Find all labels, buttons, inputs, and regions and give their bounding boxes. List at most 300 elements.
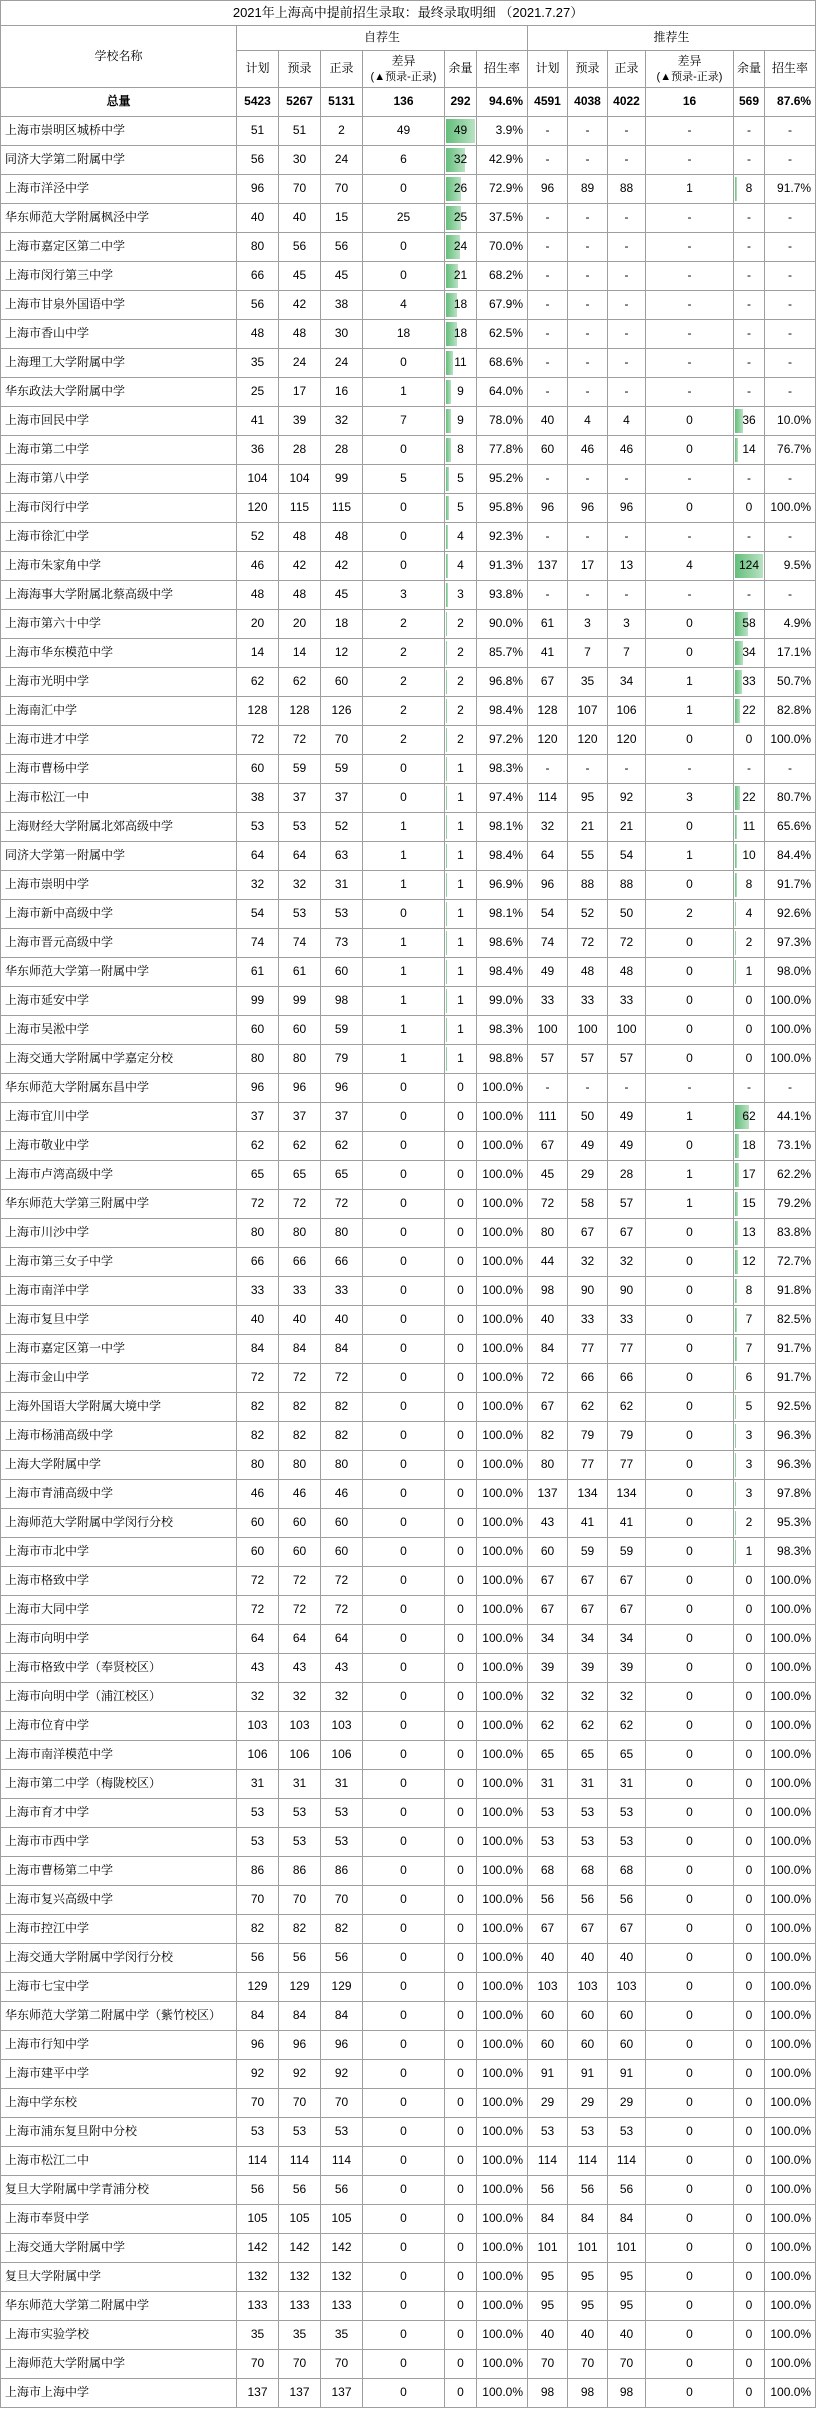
rec-rate-cell: 100.0% [765, 1596, 816, 1625]
rec-pre-cell: 32 [568, 1683, 608, 1712]
rec-remain-cell [734, 262, 765, 291]
rec-rate-cell: 100.0% [765, 1567, 816, 1596]
rec-plan-cell: 31 [528, 1770, 568, 1799]
self-pre-cell: 129 [279, 1973, 321, 2002]
self-final-cell: 16 [321, 378, 363, 407]
table-row [1, 929, 816, 958]
self-remain-value: 0 [457, 1254, 464, 1269]
self-pre-cell: 103 [279, 1712, 321, 1741]
rec-plan-cell: 32 [528, 1683, 568, 1712]
self-diff-cell: 0 [363, 1132, 445, 1161]
school-name-cell: 华东师范大学第三附属中学 [1, 1190, 237, 1219]
self-final-cell: 45 [321, 262, 363, 291]
rec-diff-cell: 1 [646, 1190, 734, 1219]
rec-final-cell: 53 [608, 1799, 646, 1828]
self-diff-cell: 0 [363, 1451, 445, 1480]
self-remain-value: 8 [457, 442, 464, 457]
self-pre-cell: 48 [279, 320, 321, 349]
rec-final-cell: 50 [608, 900, 646, 929]
rec-plan-cell: 103 [528, 1973, 568, 2002]
rec-rate-cell: 100.0% [765, 2118, 816, 2147]
self-pre-cell: 60 [279, 1016, 321, 1045]
rec-remain-cell [734, 639, 765, 668]
self-diff-cell: 0 [363, 1161, 445, 1190]
rec-remain-cell [734, 2002, 765, 2031]
rec-final-cell: 13 [608, 552, 646, 581]
rec-plan-cell: 91 [528, 2060, 568, 2089]
rec-final-cell: 57 [608, 1045, 646, 1074]
self-final-cell: 2 [321, 117, 363, 146]
self-remain-cell [445, 2118, 477, 2147]
rec-rate-cell: 62.2% [765, 1161, 816, 1190]
rec-remain-cell [734, 349, 765, 378]
self-rate-cell: 100.0% [477, 1393, 528, 1422]
self-remain-cell [445, 1277, 477, 1306]
rec-diff-cell: 3 [646, 784, 734, 813]
self-final-cell: 114 [321, 2147, 363, 2176]
rec-pre-cell: - [568, 581, 608, 610]
rec-pre-cell: - [568, 349, 608, 378]
self-final-cell: 65 [321, 1161, 363, 1190]
remain-data-bar [446, 670, 447, 694]
self-pre-cell: 82 [279, 1915, 321, 1944]
school-name-cell: 上海市曹杨第二中学 [1, 1857, 237, 1886]
rec-plan-cell: 68 [528, 1857, 568, 1886]
rec-remain-cell [734, 987, 765, 1016]
school-name-cell: 上海市松江一中 [1, 784, 237, 813]
rec-remain-cell [734, 2118, 765, 2147]
rec-plan-cell: 72 [528, 1364, 568, 1393]
rec-final-cell: 32 [608, 1248, 646, 1277]
rec-pre-cell: 56 [568, 1886, 608, 1915]
self-pre-cell: 99 [279, 987, 321, 1016]
rec-remain-cell [734, 2089, 765, 2118]
self-remain-value: 1 [457, 993, 464, 1008]
rec-remain-value: 22 [742, 703, 756, 718]
self-remain-value: 0 [457, 1718, 464, 1733]
self-final-cell: 43 [321, 1654, 363, 1683]
school-name-cell: 上海市实验学校 [1, 2321, 237, 2350]
school-name-cell: 上海市嘉定区第二中学 [1, 233, 237, 262]
rec-remain-value: - [747, 355, 751, 370]
self-remain-value: 1 [457, 935, 464, 950]
self-rate-cell: 62.5% [477, 320, 528, 349]
rec-final-cell: - [608, 291, 646, 320]
self-diff-cell: 4 [363, 291, 445, 320]
self-plan-cell: 99 [237, 987, 279, 1016]
rec-rate-cell: 100.0% [765, 1016, 816, 1045]
self-diff-cell: 2 [363, 726, 445, 755]
rec-rate-cell: 76.7% [765, 436, 816, 465]
rec-rate-cell: 100.0% [765, 2176, 816, 2205]
self-pre-cell: 72 [279, 1596, 321, 1625]
self-final-cell: 53 [321, 900, 363, 929]
rec-plan-cell: 67 [528, 1567, 568, 1596]
self-plan-cell: 72 [237, 1190, 279, 1219]
rec-diff-cell: - [646, 262, 734, 291]
self-final-cell: 32 [321, 407, 363, 436]
self-plan-cell: 14 [237, 639, 279, 668]
rec-final-cell: 65 [608, 1741, 646, 1770]
rec-remain-cell [734, 494, 765, 523]
self-diff-cell: 0 [363, 1335, 445, 1364]
school-name-cell: 上海市松江二中 [1, 2147, 237, 2176]
self-rate-cell: 98.4% [477, 697, 528, 726]
school-name-cell: 上海理工大学附属中学 [1, 349, 237, 378]
self-remain-value: 3 [457, 587, 464, 602]
rec-plan-cell: 33 [528, 987, 568, 1016]
rec-rate-cell: 73.1% [765, 1132, 816, 1161]
rec-final-cell: - [608, 117, 646, 146]
self-final-cell: 79 [321, 1045, 363, 1074]
table-row [1, 1857, 816, 1886]
self-plan-cell: 31 [237, 1770, 279, 1799]
rec-remain-cell [734, 2205, 765, 2234]
rec-pre-cell: 101 [568, 2234, 608, 2263]
rec-remain-value: - [747, 384, 751, 399]
rec-plan-cell: 80 [528, 1219, 568, 1248]
rec-final-cell: 3 [608, 610, 646, 639]
rec-final-cell: 28 [608, 1161, 646, 1190]
rec-rate-cell: - [765, 146, 816, 175]
self-remain-value: 0 [457, 1399, 464, 1414]
self-diff-cell: 0 [363, 1219, 445, 1248]
self-rate-cell: 100.0% [477, 2118, 528, 2147]
table-row [1, 1248, 816, 1277]
rec-final-cell: 4 [608, 407, 646, 436]
self-plan-cell: 64 [237, 1625, 279, 1654]
rec-rate-cell: 100.0% [765, 2263, 816, 2292]
self-remain-cell [445, 1770, 477, 1799]
rec-plan-cell: - [528, 262, 568, 291]
rec-rate-cell: 100.0% [765, 1944, 816, 1973]
table-row [1, 465, 816, 494]
rec-plan-cell: 53 [528, 1799, 568, 1828]
rec-diff-cell: 1 [646, 668, 734, 697]
rec-remain-value: 7 [745, 1341, 753, 1356]
remain-data-bar [446, 380, 451, 404]
self-remain-value: 0 [457, 1312, 464, 1327]
table-row [1, 639, 816, 668]
self-rate-cell: 100.0% [477, 1799, 528, 1828]
remain-data-bar [446, 960, 447, 984]
table-row [1, 1364, 816, 1393]
self-plan-cell: 105 [237, 2205, 279, 2234]
total-label: 总量 [1, 88, 237, 117]
rec-remain-cell [734, 610, 765, 639]
rec-plan-cell: - [528, 233, 568, 262]
rec-plan-cell: - [528, 755, 568, 784]
self-final-cell: 15 [321, 204, 363, 233]
self-remain-value: 1 [457, 1051, 464, 1066]
self-remain-value: 0 [457, 1660, 464, 1675]
self-rate-cell: 100.0% [477, 1625, 528, 1654]
self-pre-cell: 61 [279, 958, 321, 987]
rec-rate-cell: 82.8% [765, 697, 816, 726]
rec-rate-cell: - [765, 755, 816, 784]
self-pre-cell: 105 [279, 2205, 321, 2234]
self-final-cell: 98 [321, 987, 363, 1016]
rec-remain-cell [734, 2176, 765, 2205]
rec-final-cell: 62 [608, 1712, 646, 1741]
self-remain-cell [445, 639, 477, 668]
self-plan-cell: 114 [237, 2147, 279, 2176]
school-name-cell: 上海市晋元高级中学 [1, 929, 237, 958]
table-row [1, 842, 816, 871]
rec-final-cell: 60 [608, 2031, 646, 2060]
rec-final-cell: 32 [608, 1683, 646, 1712]
self-rate-cell: 100.0% [477, 1770, 528, 1799]
rec-remain-cell [734, 1654, 765, 1683]
rec-remain-cell [734, 1248, 765, 1277]
self-diff-note: (▲预录-正录) [370, 70, 437, 83]
remain-data-bar [446, 583, 448, 607]
rec-remain-cell [734, 1103, 765, 1132]
rec-remain-value: 33 [742, 674, 756, 689]
self-final-cell: 5131 [321, 88, 363, 117]
rec-rate-cell: - [765, 262, 816, 291]
self-diff-cell: 0 [363, 2205, 445, 2234]
self-pre-cell: 104 [279, 465, 321, 494]
rec-pre-cell: - [568, 755, 608, 784]
self-pre-cell: 132 [279, 2263, 321, 2292]
school-name-cell: 上海市格致中学（奉贤校区） [1, 1654, 237, 1683]
rec-remain-value: - [747, 1080, 751, 1095]
rec-diff-cell: - [646, 320, 734, 349]
self-plan-cell: 62 [237, 668, 279, 697]
rec-remain-cell [734, 1161, 765, 1190]
self-remain-cell [445, 233, 477, 262]
rec-rate-cell: 100.0% [765, 1886, 816, 1915]
rec-remain-value: 0 [745, 2066, 753, 2081]
rec-remain-cell [734, 1741, 765, 1770]
table-row [1, 2234, 816, 2263]
self-final-cell: 52 [321, 813, 363, 842]
school-name-cell: 上海市华东模范中学 [1, 639, 237, 668]
self-final-cell: 133 [321, 2292, 363, 2321]
self-plan-cell: 96 [237, 1074, 279, 1103]
self-remain-cell [445, 1741, 477, 1770]
rec-remain-value: 0 [745, 1718, 753, 1733]
self-diff-cell: 0 [363, 1103, 445, 1132]
rec-remain-cell [734, 1915, 765, 1944]
self-diff-cell: 0 [363, 1886, 445, 1915]
self-final-cell: 24 [321, 349, 363, 378]
rec-final-cell: 48 [608, 958, 646, 987]
rec-diff-cell: 0 [646, 958, 734, 987]
rec-final-cell: 72 [608, 929, 646, 958]
self-rate-cell: 100.0% [477, 1683, 528, 1712]
self-remain-value: 2 [457, 645, 464, 660]
remain-data-bar [735, 1308, 737, 1332]
rec-remain-value: 0 [745, 1950, 753, 1965]
self-plan-cell: 25 [237, 378, 279, 407]
self-plan-cell: 96 [237, 175, 279, 204]
self-plan-cell: 37 [237, 1103, 279, 1132]
rec-pre-cell: 98 [568, 2379, 608, 2408]
rec-diff-cell: - [646, 146, 734, 175]
rec-diff-cell: 0 [646, 2379, 734, 2408]
rec-final-cell: 103 [608, 1973, 646, 2002]
table-row [1, 581, 816, 610]
rec-rate-cell: 100.0% [765, 2031, 816, 2060]
self-remain-cell [445, 1335, 477, 1364]
rec-remain-cell [734, 2379, 765, 2408]
self-final-cell: 86 [321, 1857, 363, 1886]
self-remain-cell [445, 1683, 477, 1712]
rec-diff-cell: 0 [646, 1451, 734, 1480]
self-final-cell: 60 [321, 1538, 363, 1567]
rec-remain-value: 0 [745, 1834, 753, 1849]
rec-remain-value: 12 [742, 1254, 756, 1269]
self-rate-cell: 95.2% [477, 465, 528, 494]
rec-plan-cell: 49 [528, 958, 568, 987]
school-name-cell: 复旦大学附属中学青浦分校 [1, 2176, 237, 2205]
self-remain-value: 0 [457, 1544, 464, 1559]
self-remain-cell [445, 494, 477, 523]
rec-remain-value: 0 [745, 1805, 753, 1820]
self-rate-cell: 98.4% [477, 958, 528, 987]
table-row [1, 1770, 816, 1799]
rec-pre-cell: 79 [568, 1422, 608, 1451]
rec-diff-cell: 0 [646, 871, 734, 900]
rec-final-cell: - [608, 204, 646, 233]
self-remain-cell [445, 1828, 477, 1857]
rec-remain-value: 0 [745, 993, 753, 1008]
rec-rate-cell: 97.8% [765, 1480, 816, 1509]
rec-remain-cell [734, 1509, 765, 1538]
table-row [1, 1161, 816, 1190]
rec-rate-cell: 100.0% [765, 2350, 816, 2379]
self-diff-cell: 1 [363, 1016, 445, 1045]
rec-rate-cell: 100.0% [765, 1741, 816, 1770]
self-pre-cell: 133 [279, 2292, 321, 2321]
self-remain-value: 9 [457, 384, 464, 399]
rec-pre-cell: 32 [568, 1248, 608, 1277]
self-diff-cell: 5 [363, 465, 445, 494]
rec-diff-cell: 1 [646, 175, 734, 204]
rec-remain-cell [734, 1393, 765, 1422]
self-remain-value: 0 [457, 1747, 464, 1762]
rec-rate-cell: 100.0% [765, 1654, 816, 1683]
school-name-cell: 华东师范大学第二附属中学（紫竹校区） [1, 2002, 237, 2031]
self-diff-cell: 0 [363, 1306, 445, 1335]
self-pre-cell: 40 [279, 1306, 321, 1335]
self-pre-cell: 80 [279, 1219, 321, 1248]
rec-rate-cell: 17.1% [765, 639, 816, 668]
table-row [1, 2263, 816, 2292]
self-pre-cell: 114 [279, 2147, 321, 2176]
remain-data-bar [735, 1250, 738, 1274]
rec-remain-value: 17 [742, 1167, 756, 1182]
rec-diff-cell: 0 [646, 2350, 734, 2379]
rec-diff-cell: - [646, 1074, 734, 1103]
table-row [1, 1538, 816, 1567]
rec-final-cell: 101 [608, 2234, 646, 2263]
self-remain-value: 0 [457, 1631, 464, 1646]
school-name-cell: 上海市延安中学 [1, 987, 237, 1016]
rec-pre-header: 预录 [568, 51, 608, 88]
self-remain-value: 2 [457, 616, 464, 631]
rec-final-cell: 49 [608, 1132, 646, 1161]
self-plan-cell: 53 [237, 813, 279, 842]
self-remain-value: 5 [457, 500, 464, 515]
self-plan-cell: 43 [237, 1654, 279, 1683]
self-plan-cell: 129 [237, 1973, 279, 2002]
school-name-cell: 上海市大同中学 [1, 1596, 237, 1625]
self-plan-cell: 38 [237, 784, 279, 813]
rec-pre-cell: 35 [568, 668, 608, 697]
self-diff-cell: 0 [363, 1625, 445, 1654]
rec-rate-cell: - [765, 1074, 816, 1103]
rec-plan-cell: 56 [528, 1886, 568, 1915]
rec-rate-cell: 10.0% [765, 407, 816, 436]
rec-remain-cell [734, 1799, 765, 1828]
self-remain-value: 0 [457, 2095, 464, 2110]
rec-rate-cell: - [765, 378, 816, 407]
rec-diff-cell: 0 [646, 1335, 734, 1364]
table-row [1, 958, 816, 987]
rec-remain-value: 0 [745, 1863, 753, 1878]
self-rate-cell: 100.0% [477, 1132, 528, 1161]
self-plan-cell: 56 [237, 291, 279, 320]
rec-diff-cell: 0 [646, 1132, 734, 1161]
self-remain-cell [445, 958, 477, 987]
table-row [1, 1828, 816, 1857]
rec-remain-value: 0 [745, 1776, 753, 1791]
rec-rate-cell: 95.3% [765, 1509, 816, 1538]
self-remain-value: 4 [457, 558, 464, 573]
self-diff-cell: 0 [363, 494, 445, 523]
rec-diff-cell: - [646, 465, 734, 494]
rec-plan-cell: - [528, 465, 568, 494]
self-rate-cell: 100.0% [477, 1074, 528, 1103]
rec-plan-cell: - [528, 523, 568, 552]
self-remain-value: 2 [457, 732, 464, 747]
rec-diff-cell: 0 [646, 436, 734, 465]
rec-final-cell: 66 [608, 1364, 646, 1393]
school-name-cell: 上海海事大学附属北蔡高级中学 [1, 581, 237, 610]
rec-rate-cell: 100.0% [765, 1857, 816, 1886]
table-row [1, 610, 816, 639]
self-rate-cell: 97.2% [477, 726, 528, 755]
rec-diff-cell: 1 [646, 1161, 734, 1190]
rec-plan-cell: 96 [528, 871, 568, 900]
self-pre-cell: 82 [279, 1422, 321, 1451]
self-diff-cell: 0 [363, 349, 445, 378]
table-row [1, 2205, 816, 2234]
rec-rate-cell: 92.6% [765, 900, 816, 929]
self-final-cell: 106 [321, 1741, 363, 1770]
self-plan-cell: 64 [237, 842, 279, 871]
rec-diff-cell: 4 [646, 552, 734, 581]
self-pre-cell: 42 [279, 552, 321, 581]
rec-remain-value: 0 [745, 2385, 753, 2400]
rec-remain-cell [734, 900, 765, 929]
rec-diff-cell: 0 [646, 1480, 734, 1509]
rec-pre-cell: - [568, 378, 608, 407]
self-remain-value: 2 [457, 674, 464, 689]
rec-plan-cell: - [528, 146, 568, 175]
rec-plan-cell: 60 [528, 436, 568, 465]
self-remain-value: 0 [457, 2211, 464, 2226]
self-remain-cell [445, 1712, 477, 1741]
self-remain-value: 18 [453, 297, 468, 312]
self-pre-cell: 80 [279, 1045, 321, 1074]
school-name-cell: 复旦大学附属中学 [1, 2263, 237, 2292]
self-final-cell: 132 [321, 2263, 363, 2292]
remain-data-bar [735, 1279, 737, 1303]
